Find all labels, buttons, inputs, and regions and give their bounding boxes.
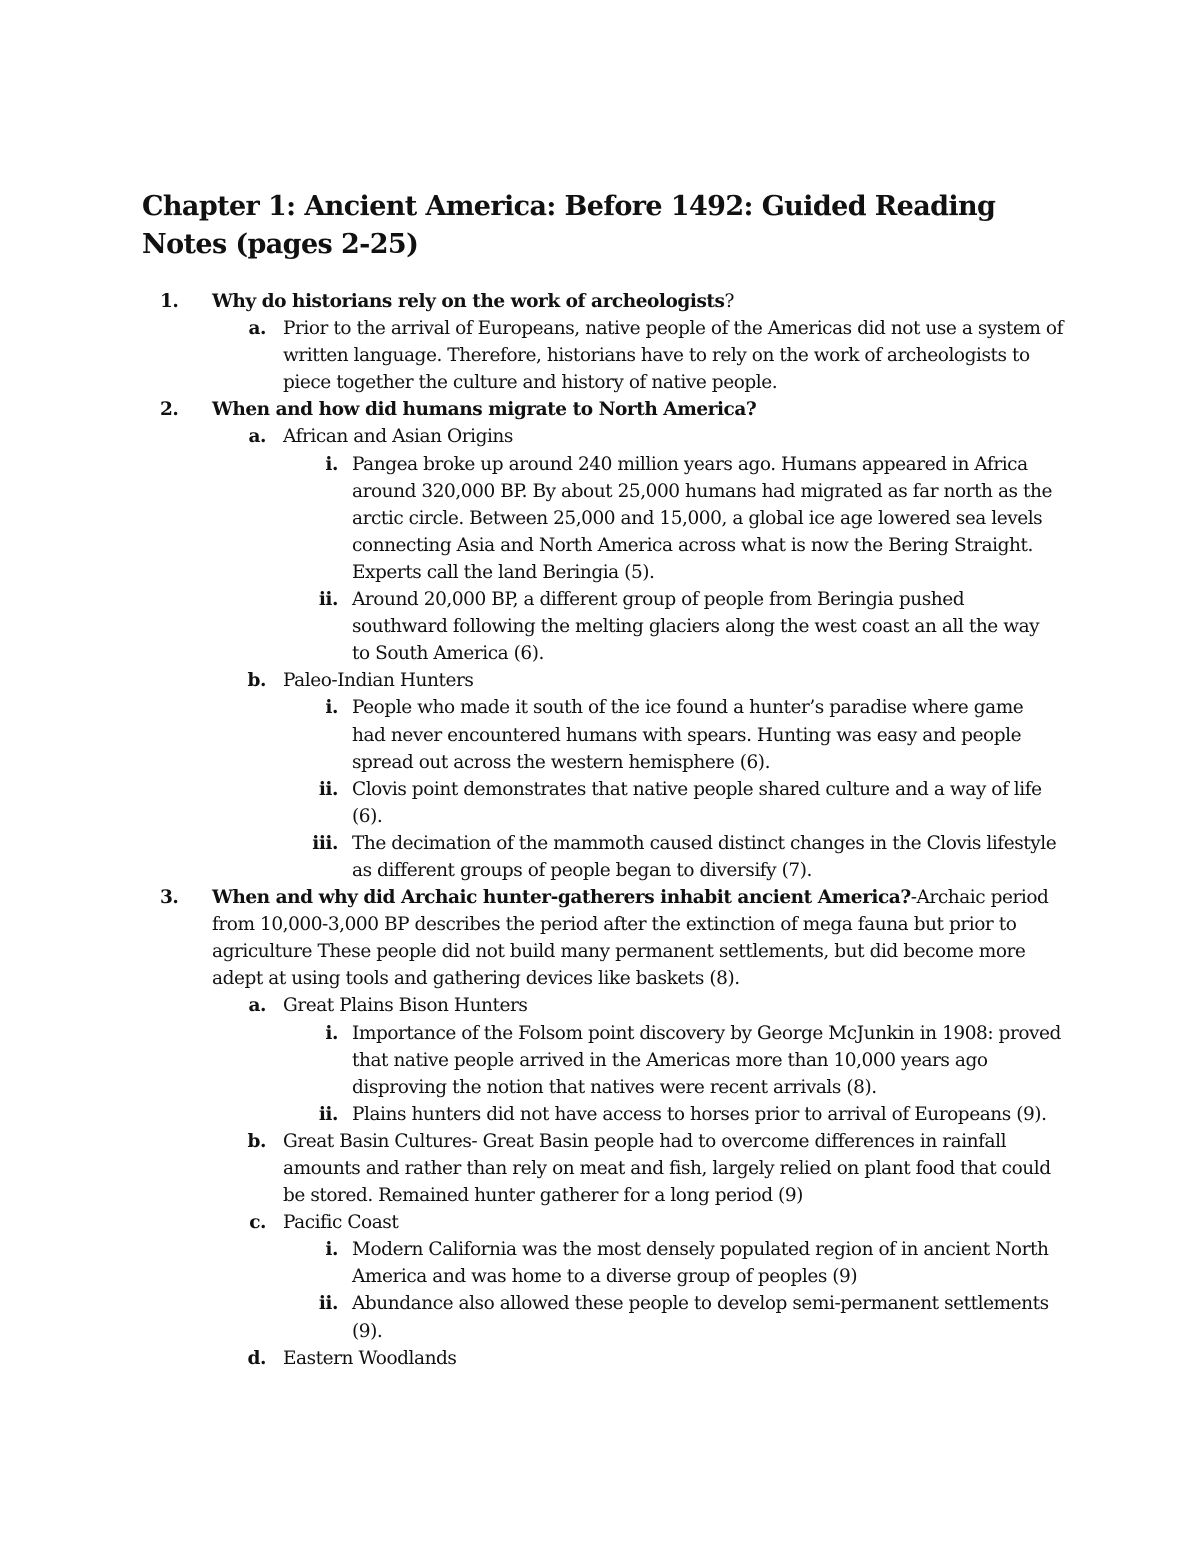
point-2b-iii — [0, 830, 1062, 884]
list-letter: a. — [248, 318, 266, 340]
section-heading: Paleo-Indian Hunters — [283, 670, 474, 692]
section-text: Great Basin Cultures- Great Basin people had to overcome differences in rainfall amounts and rather than rely on meat and fish, largely relied on plant food that could be stored. Remained hunter gatherer for a long period (9) — [283, 1130, 1051, 1207]
section-2a — [0, 423, 1063, 450]
point-text: Importance of the Folsom point discovery by George McJunkin in 1908: proved that native people arrived in the Americas more than 10,000 years ago disproving the notion that natives were recent arrivals (8). — [352, 1022, 1061, 1098]
list-roman: i. — [325, 697, 338, 719]
list-roman: i. — [325, 453, 338, 475]
point-text: Abundance also allowed these people to develop semi-permanent settlements (9). — [352, 1293, 1049, 1342]
list-letter: b. — [247, 670, 266, 692]
page-title: Chapter 1: Ancient America: Before 1492: Guided Reading Notes (pages 2-25) — [142, 191, 996, 260]
section-3c — [0, 1209, 1063, 1236]
point-2b-i — [0, 694, 1062, 775]
list-roman: iii. — [312, 832, 338, 854]
list-number: 1. — [160, 291, 179, 312]
list-letter: d. — [247, 1347, 266, 1369]
question-1 — [0, 288, 1062, 315]
notes-outline — [0, 288, 1200, 1372]
list-number: 2. — [160, 399, 179, 421]
list-letter: c. — [249, 1212, 266, 1234]
point-text: Clovis point demonstrates that native people shared culture and a way of life (6). — [352, 778, 1042, 827]
list-number: 3. — [160, 887, 179, 909]
question-mark: ? — [724, 291, 734, 312]
point-2a-ii — [0, 586, 1062, 667]
point-3a-ii — [0, 1101, 1062, 1128]
list-letter: b. — [247, 1130, 266, 1152]
point-2a-i — [0, 451, 1062, 586]
question-text: When and why did Archaic hunter-gatherers inhabit ancient America? — [212, 887, 911, 909]
question-text: Why do historians rely on the work of archeologists — [212, 291, 725, 312]
question-2 — [0, 396, 1062, 423]
point-3c-ii — [0, 1290, 1062, 1344]
section-heading: African and Asian Origins — [283, 426, 513, 448]
point-2b-ii — [0, 776, 1062, 830]
list-roman: ii. — [318, 589, 338, 611]
list-roman: i. — [325, 1022, 338, 1044]
list-roman: i. — [325, 1239, 338, 1261]
list-letter: a. — [248, 426, 266, 448]
answer-text: -Archaic period from 10,000-3,000 BP describes the period after the extinction of mega fauna but prior to agriculture These people did not build many permanent settlements, but did become more adept at using tools and gathering devices like baskets (8). — [212, 887, 1049, 990]
point-text: People who made it south of the ice found a hunter’s paradise where game had never encountered humans with spears. Hunting was easy and people spread out across the western hemisphere (6). — [352, 697, 1024, 773]
section-heading: Great Plains Bison Hunters — [283, 995, 528, 1017]
section-3b — [0, 1128, 1063, 1209]
list-roman: ii. — [318, 778, 338, 800]
list-roman: ii. — [318, 1293, 338, 1315]
point-text: Pangea broke up around 240 million years ago. Humans appeared in Africa around 320,000 BP. By about 25,000 humans had migrated as far north as the arctic circle. Between 25,000 and 15,000, a global ice age lowered sea levels connecting Asia and North America across what is now the Bering Straight. Experts call the land Beringia (5). — [352, 453, 1052, 583]
list-roman: ii. — [318, 1103, 338, 1125]
point-3c-i — [0, 1236, 1062, 1290]
answer-1a — [0, 315, 1063, 396]
point-text: Plains hunters did not have access to horses prior to arrival of Europeans (9). — [352, 1103, 1047, 1125]
question-text: When and how did humans migrate to North America? — [212, 399, 757, 421]
point-text: The decimation of the mammoth caused distinct changes in the Clovis lifestyle as different groups of people began to diversify (7). — [352, 832, 1057, 881]
section-2b — [0, 667, 1063, 694]
section-3d — [0, 1345, 1063, 1372]
point-text: Around 20,000 BP, a different group of people from Beringia pushed southward following the melting glaciers along the west coast an all the way to South America (6). — [352, 589, 1040, 665]
list-letter: a. — [248, 995, 266, 1017]
point-text: Modern California was the most densely populated region of in ancient North America and was home to a diverse group of peoples (9) — [352, 1239, 1049, 1288]
question-3 — [0, 884, 1062, 992]
point-3a-i — [0, 1020, 1062, 1101]
section-heading: Pacific Coast — [283, 1212, 399, 1234]
section-heading: Eastern Woodlands — [283, 1347, 457, 1369]
answer-text: Prior to the arrival of Europeans, native people of the Americas did not use a system of written language. Therefore, historians have to rely on the work of archeologists to piece together the culture and history of native people. — [283, 318, 1064, 394]
section-3a — [0, 992, 1063, 1019]
